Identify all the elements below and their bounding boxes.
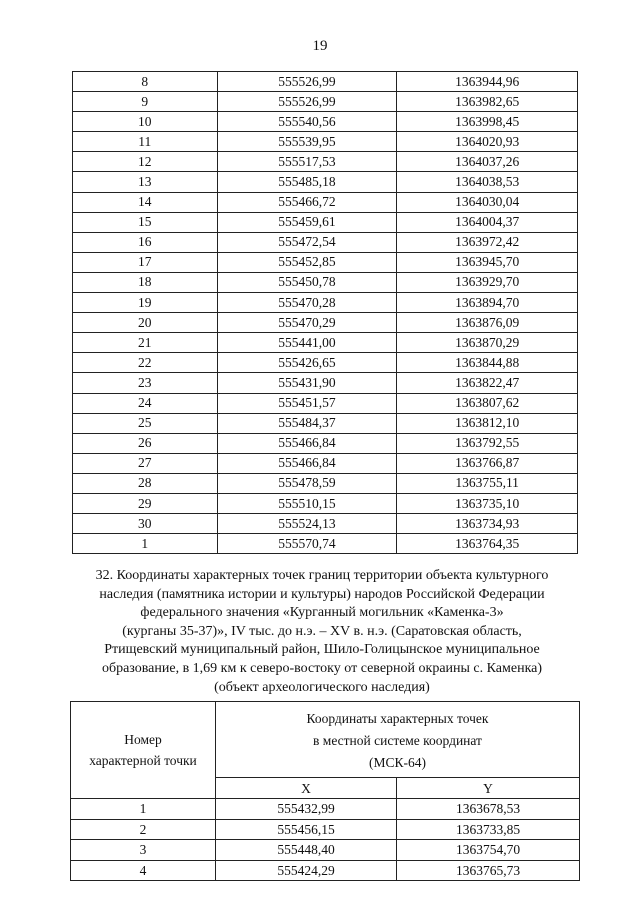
y-coordinate-cell: 1363764,35 — [397, 534, 578, 554]
y-coordinate-cell: 1363998,45 — [397, 112, 578, 132]
table-row — [73, 212, 578, 232]
point-number-cell: 20 — [73, 313, 218, 333]
point-number-cell: 24 — [73, 393, 218, 413]
coordinates-table-body — [71, 799, 580, 881]
table-row — [71, 840, 580, 861]
point-number-cell: 23 — [73, 373, 218, 393]
y-coordinate-cell: 1364004,37 — [397, 212, 578, 232]
coordinates-table-section-32 — [70, 701, 580, 881]
table-row — [73, 132, 578, 152]
x-coordinate-cell: 555478,59 — [217, 473, 397, 493]
point-number-cell: 27 — [73, 453, 218, 473]
y-coordinate-cell: 1363792,55 — [397, 433, 578, 453]
point-number-cell: 11 — [73, 132, 218, 152]
table-row — [73, 353, 578, 373]
point-number-cell: 15 — [73, 212, 218, 232]
point-number-cell: 25 — [73, 413, 218, 433]
header-x: X — [216, 778, 397, 799]
point-number-cell: 22 — [73, 353, 218, 373]
table-row — [73, 453, 578, 473]
y-coordinate-cell: 1363734,93 — [397, 514, 578, 534]
table-row — [71, 819, 580, 840]
section-heading — [66, 567, 578, 697]
header-y: Y — [397, 778, 580, 799]
table-row — [73, 313, 578, 333]
table-row — [73, 413, 578, 433]
point-number-cell: 17 — [73, 252, 218, 272]
x-coordinate-cell: 555517,53 — [217, 152, 397, 172]
table-row — [73, 493, 578, 513]
point-number-cell: 30 — [73, 514, 218, 534]
x-coordinate-cell: 555570,74 — [217, 534, 397, 554]
coordinates-table-continued — [72, 71, 578, 554]
table-row — [71, 860, 580, 881]
y-coordinate-cell: 1363870,29 — [397, 333, 578, 353]
header-coordinates-line: (МСК-64) — [369, 754, 426, 770]
point-number-cell: 4 — [71, 860, 216, 881]
x-coordinate-cell: 555431,90 — [217, 373, 397, 393]
section-heading-line: наследия (памятника истории и культуры) народов Российской Федерации — [99, 586, 545, 602]
point-number-cell: 1 — [73, 534, 218, 554]
table-row — [73, 192, 578, 212]
table-row — [71, 799, 580, 820]
header-coordinates-line: в местной системе координат — [313, 732, 482, 748]
y-coordinate-cell: 1364030,04 — [397, 192, 578, 212]
table-row — [73, 433, 578, 453]
point-number-cell: 29 — [73, 493, 218, 513]
y-coordinate-cell: 1363807,62 — [397, 393, 578, 413]
x-coordinate-cell: 555466,72 — [217, 192, 397, 212]
header-coordinates — [216, 702, 580, 778]
page-number: 19 — [312, 38, 328, 54]
y-coordinate-cell: 1363733,85 — [397, 819, 580, 840]
y-coordinate-cell: 1363876,09 — [397, 313, 578, 333]
x-coordinate-cell: 555470,29 — [217, 313, 397, 333]
y-coordinate-cell: 1364020,93 — [397, 132, 578, 152]
x-coordinate-cell: 555451,57 — [217, 393, 397, 413]
point-number-cell: 19 — [73, 293, 218, 313]
x-coordinate-cell: 555450,78 — [217, 272, 397, 292]
table-row — [73, 272, 578, 292]
x-coordinate-cell: 555526,99 — [217, 72, 397, 92]
section-heading-line: 32. Координаты характерных точек границ территории объекта культурного — [95, 568, 549, 583]
x-coordinate-cell: 555426,65 — [217, 353, 397, 373]
x-coordinate-cell: 555540,56 — [217, 112, 397, 132]
table-row — [73, 232, 578, 252]
x-coordinate-cell: 555456,15 — [216, 819, 397, 840]
x-coordinate-cell: 555485,18 — [217, 172, 397, 192]
x-coordinate-cell: 555510,15 — [217, 493, 397, 513]
table-row — [73, 534, 578, 554]
section-heading-line: (объект археологического наследия) — [214, 679, 430, 695]
x-coordinate-cell: 555448,40 — [216, 840, 397, 861]
x-coordinate-cell: 555452,85 — [217, 252, 397, 272]
x-coordinate-cell: 555424,29 — [216, 860, 397, 881]
y-coordinate-cell: 1363929,70 — [397, 272, 578, 292]
table-row — [73, 252, 578, 272]
y-coordinate-cell: 1363678,53 — [397, 799, 580, 820]
coordinates-table-body — [73, 72, 578, 554]
table-header — [71, 702, 580, 799]
section-heading-line: образование, в 1,69 км к северо-востоку от северной окраины с. Каменка) — [101, 660, 543, 676]
point-number-cell: 2 — [71, 819, 216, 840]
y-coordinate-cell: 1363755,11 — [397, 473, 578, 493]
point-number-cell: 26 — [73, 433, 218, 453]
x-coordinate-cell: 555441,00 — [217, 333, 397, 353]
y-coordinate-cell: 1363982,65 — [397, 92, 578, 112]
header-point-number — [71, 702, 216, 799]
point-number-cell: 18 — [73, 272, 218, 292]
x-coordinate-cell: 555470,28 — [217, 293, 397, 313]
point-number-cell: 9 — [73, 92, 218, 112]
x-coordinate-cell: 555524,13 — [217, 514, 397, 534]
table-row — [73, 72, 578, 92]
x-coordinate-cell: 555466,84 — [217, 453, 397, 473]
table-row — [73, 172, 578, 192]
header-point-number-line: Номер — [124, 732, 162, 747]
point-number-cell: 10 — [73, 112, 218, 132]
header-coordinates-line: Координаты характерных точек — [306, 710, 489, 726]
point-number-cell: 12 — [73, 152, 218, 172]
y-coordinate-cell: 1363822,47 — [397, 373, 578, 393]
table-row — [73, 473, 578, 493]
point-number-cell: 13 — [73, 172, 218, 192]
table-row — [73, 152, 578, 172]
table-row — [73, 393, 578, 413]
x-coordinate-cell: 555466,84 — [217, 433, 397, 453]
section-heading-line: (курганы 35-37)», IV тыс. до н.э. – XV в. н.э. (Саратовская область, — [122, 623, 522, 639]
y-coordinate-cell: 1363735,10 — [397, 493, 578, 513]
y-coordinate-cell: 1363812,10 — [397, 413, 578, 433]
y-coordinate-cell: 1363945,70 — [397, 252, 578, 272]
x-coordinate-cell: 555484,37 — [217, 413, 397, 433]
x-coordinate-cell: 555472,54 — [217, 232, 397, 252]
point-number-cell: 8 — [73, 72, 218, 92]
point-number-cell: 14 — [73, 192, 218, 212]
point-number-cell: 16 — [73, 232, 218, 252]
y-coordinate-cell: 1363765,73 — [397, 860, 580, 881]
x-coordinate-cell: 555526,99 — [217, 92, 397, 112]
section-heading-line: Ртищевский муниципальный район, Шило-Голицынское муниципальное — [104, 642, 540, 658]
table-row — [73, 333, 578, 353]
y-coordinate-cell: 1363844,88 — [397, 353, 578, 373]
y-coordinate-cell: 1363894,70 — [397, 293, 578, 313]
x-coordinate-cell: 555459,61 — [217, 212, 397, 232]
y-coordinate-cell: 1363766,87 — [397, 453, 578, 473]
table-row — [73, 373, 578, 393]
point-number-cell: 28 — [73, 473, 218, 493]
header-point-number-line: характерной точки — [89, 753, 197, 768]
table-row — [73, 92, 578, 112]
y-coordinate-cell: 1364038,53 — [397, 172, 578, 192]
table-row — [73, 514, 578, 534]
y-coordinate-cell: 1364037,26 — [397, 152, 578, 172]
point-number-cell: 1 — [71, 799, 216, 820]
y-coordinate-cell: 1363754,70 — [397, 840, 580, 861]
x-coordinate-cell: 555432,99 — [216, 799, 397, 820]
table-row — [73, 293, 578, 313]
point-number-cell: 21 — [73, 333, 218, 353]
table-row — [73, 112, 578, 132]
x-coordinate-cell: 555539,95 — [217, 132, 397, 152]
y-coordinate-cell: 1363944,96 — [397, 72, 578, 92]
y-coordinate-cell: 1363972,42 — [397, 232, 578, 252]
section-heading-line: федерального значения «Курганный могильник «Каменка-3» — [140, 605, 504, 621]
point-number-cell: 3 — [71, 840, 216, 861]
